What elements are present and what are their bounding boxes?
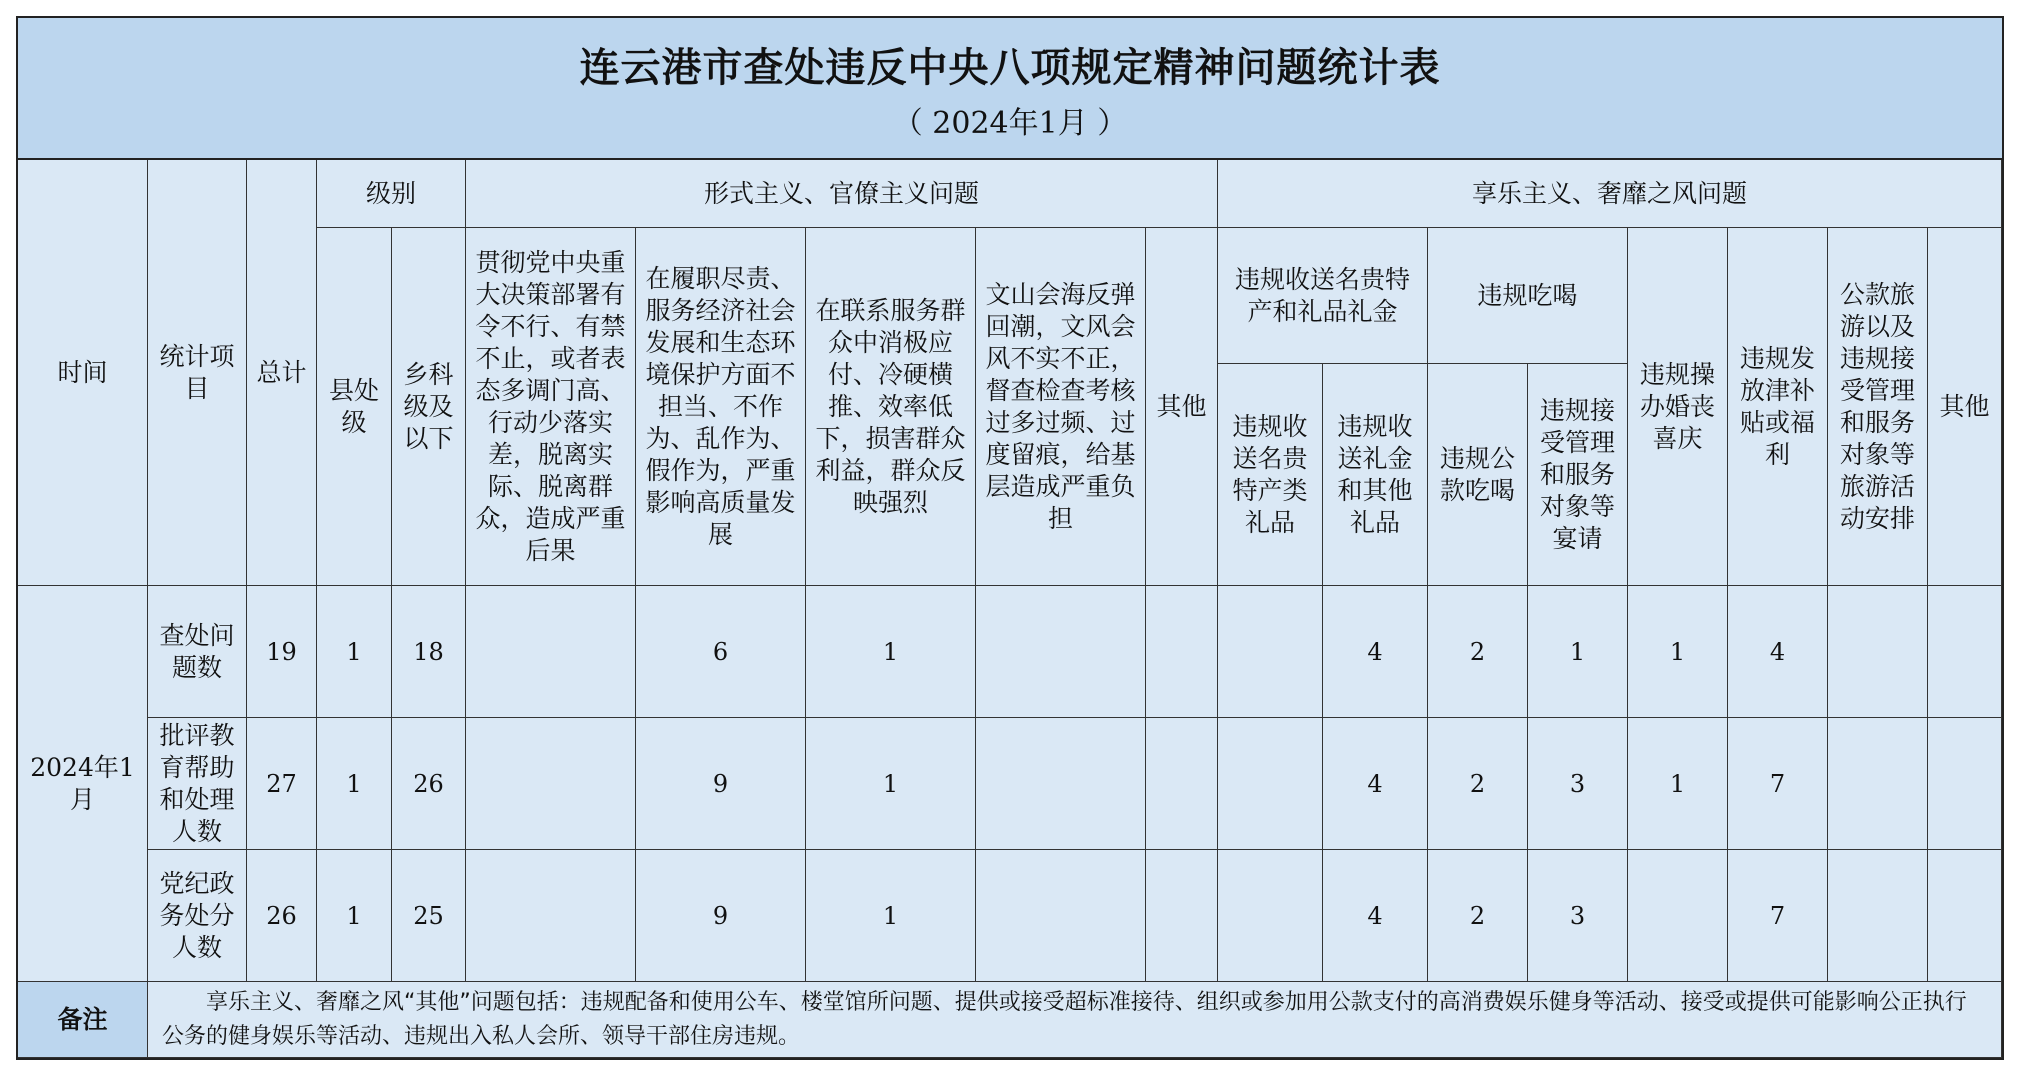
table-cell bbox=[1146, 850, 1218, 982]
table-cell: 1 bbox=[317, 586, 392, 718]
table-cell bbox=[1928, 718, 2002, 850]
page-subtitle: （ 2024年1月 ） bbox=[892, 106, 1128, 141]
header-subsidy: 违规发放津补贴或福利 bbox=[1728, 228, 1828, 586]
table-cell bbox=[1218, 586, 1323, 718]
table-cell bbox=[976, 586, 1146, 718]
table-cell bbox=[1146, 718, 1218, 850]
table-cell: 1 bbox=[317, 718, 392, 850]
table-cell: 1 bbox=[1628, 718, 1728, 850]
table-cell bbox=[1218, 718, 1323, 850]
table-cell: 26 bbox=[247, 850, 317, 982]
row-label: 查处问题数 bbox=[148, 586, 247, 718]
table-cell bbox=[976, 718, 1146, 850]
header-level-county: 县处级 bbox=[317, 228, 392, 586]
table-cell: 25 bbox=[392, 850, 466, 982]
header-formalism: 形式主义、官僚主义问题 bbox=[466, 160, 1218, 228]
table-cell: 1 bbox=[806, 850, 976, 982]
table-cell bbox=[466, 850, 636, 982]
header-time: 时间 bbox=[18, 160, 148, 586]
table-cell: 7 bbox=[1728, 718, 1828, 850]
table-cell: 9 bbox=[636, 850, 806, 982]
table-cell: 3 bbox=[1528, 718, 1628, 850]
table-cell bbox=[976, 850, 1146, 982]
table-cell bbox=[1218, 850, 1323, 982]
page-title: 连云港市查处违反中央八项规定精神问题统计表 bbox=[579, 44, 1441, 91]
header-gifts-money: 违规收送礼金和其他礼品 bbox=[1323, 364, 1428, 586]
table-cell bbox=[1928, 850, 2002, 982]
header-formalism-2: 在履职尽责、服务经济社会发展和生态环境保护方面不担当、不作为、乱作为、假作为，严重影响高质量发展 bbox=[636, 228, 806, 586]
table-cell: 7 bbox=[1728, 850, 1828, 982]
table-cell bbox=[1828, 586, 1928, 718]
row-label: 批评教育帮助和处理人数 bbox=[148, 718, 247, 850]
statistics-sheet bbox=[16, 16, 2004, 1060]
table-cell bbox=[1828, 718, 1928, 850]
header-level-township: 乡科级及以下 bbox=[392, 228, 466, 586]
table-cell: 2 bbox=[1428, 718, 1528, 850]
header-dining-public: 违规公款吃喝 bbox=[1428, 364, 1528, 586]
header-hedonism: 享乐主义、奢靡之风问题 bbox=[1218, 160, 2002, 228]
header-level: 级别 bbox=[317, 160, 466, 228]
note-text: 享乐主义、奢靡之风“其他”问题包括：违规配备和使用公车、楼堂馆所问题、提供或接受超标准接待、组织或参加用公款支付的高消费娱乐健身等活动、接受或提供可能影响公正执行公务的健身娱乐等活动、违规出入私人会所、领导干部住房违规。 bbox=[148, 982, 2002, 1058]
table-cell: 18 bbox=[392, 586, 466, 718]
table-cell: 1 bbox=[317, 850, 392, 982]
table-cell: 2 bbox=[1428, 850, 1528, 982]
table-cell: 26 bbox=[392, 718, 466, 850]
header-formalism-1: 贯彻党中央重大决策部署有令不行、有禁不止，或者表态多调门高、行动少落实差，脱离实际、脱离群众，造成严重后果 bbox=[466, 228, 636, 586]
header-formalism-3: 在联系服务群众中消极应付、冷硬横推、效率低下，损害群众利益，群众反映强烈 bbox=[806, 228, 976, 586]
header-formalism-other: 其他 bbox=[1146, 228, 1218, 586]
table-cell: 1 bbox=[806, 586, 976, 718]
header-dining: 违规吃喝 bbox=[1428, 228, 1628, 364]
table-cell: 3 bbox=[1528, 850, 1628, 982]
row-label: 党纪政务处分人数 bbox=[148, 850, 247, 982]
header-item: 统计项目 bbox=[148, 160, 247, 586]
table-cell bbox=[1628, 850, 1728, 982]
table-cell: 9 bbox=[636, 718, 806, 850]
table-cell: 6 bbox=[636, 586, 806, 718]
header-total: 总计 bbox=[247, 160, 317, 586]
table-cell: 1 bbox=[806, 718, 976, 850]
table-cell: 2 bbox=[1428, 586, 1528, 718]
table-cell bbox=[466, 586, 636, 718]
header-hedonism-other: 其他 bbox=[1928, 228, 2002, 586]
table-cell: 19 bbox=[247, 586, 317, 718]
table-cell bbox=[466, 718, 636, 850]
header-formalism-4: 文山会海反弹回潮，文风会风不实不正，督查检查考核过多过频、过度留痕，给基层造成严重负担 bbox=[976, 228, 1146, 586]
table-cell bbox=[1828, 850, 1928, 982]
table-cell: 27 bbox=[247, 718, 317, 850]
header-gifts-specialty: 违规收送名贵特产类礼品 bbox=[1218, 364, 1323, 586]
header-wedding: 违规操办婚丧喜庆 bbox=[1628, 228, 1728, 586]
note-label: 备注 bbox=[18, 982, 148, 1058]
table-cell: 4 bbox=[1728, 586, 1828, 718]
table-cell: 4 bbox=[1323, 850, 1428, 982]
table-cell: 4 bbox=[1323, 586, 1428, 718]
header-gifts: 违规收送名贵特产和礼品礼金 bbox=[1218, 228, 1428, 364]
table-cell: 4 bbox=[1323, 718, 1428, 850]
table-cell bbox=[1146, 586, 1218, 718]
title-area bbox=[18, 18, 2002, 160]
header-dining-banquet: 违规接受管理和服务对象等宴请 bbox=[1528, 364, 1628, 586]
header-travel: 公款旅游以及违规接受管理和服务对象等旅游活动安排 bbox=[1828, 228, 1928, 586]
time-value: 2024年1月 bbox=[18, 586, 148, 982]
table-cell bbox=[1928, 586, 2002, 718]
table-cell: 1 bbox=[1628, 586, 1728, 718]
table-cell: 1 bbox=[1528, 586, 1628, 718]
